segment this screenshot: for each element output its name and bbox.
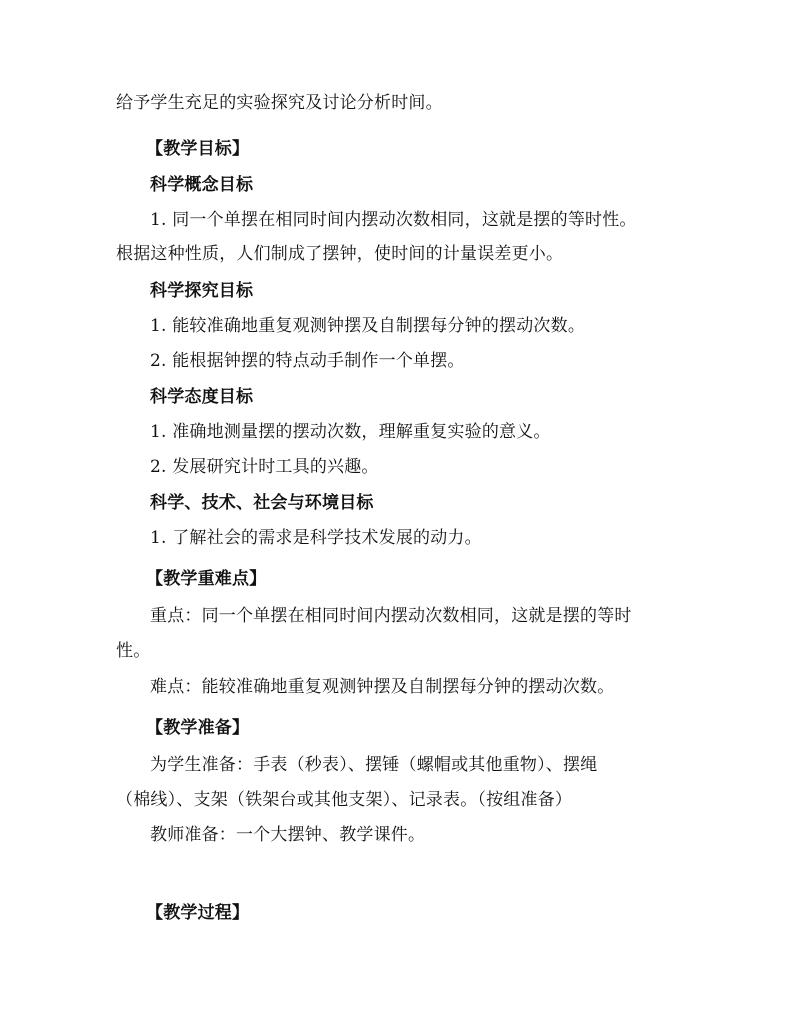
subheading-concept-goals: 科学概念目标 — [150, 175, 254, 195]
subheading-sts-goals: 科学、技术、社会与环境目标 — [150, 493, 374, 513]
paragraph-line: 性。 — [116, 641, 151, 661]
paragraph-line: 1. 能较准确地重复观测钟摆及自制摆每分钟的摆动次数。 — [150, 316, 586, 336]
paragraph-line: 重点：同一个单摆在相同时间内摆动次数相同，这就是摆的等时 — [150, 606, 632, 626]
subheading-attitude-goals: 科学态度目标 — [150, 387, 254, 407]
paragraph-line: 1. 同一个单摆在相同时间内摆动次数相同，这就是摆的等时性。 — [150, 210, 637, 230]
paragraph-line: 1. 了解社会的需求是科学技术发展的动力。 — [150, 528, 482, 548]
section-heading-key-points: 【教学重难点】 — [146, 569, 267, 589]
subheading-inquiry-goals: 科学探究目标 — [150, 281, 254, 301]
section-heading-preparation: 【教学准备】 — [146, 718, 250, 738]
paragraph-line: 难点：能较准确地重复观测钟摆及自制摆每分钟的摆动次数。 — [150, 677, 615, 697]
paragraph-line: （棉线）、支架（铁架台或其他支架）、记录表。（按组准备） — [116, 790, 573, 810]
paragraph-line: 1. 准确地测量摆的摆动次数，理解重复实验的意义。 — [150, 422, 551, 442]
paragraph-line: 2. 发展研究计时工具的兴趣。 — [150, 457, 379, 477]
section-heading-objectives: 【教学目标】 — [146, 139, 250, 159]
paragraph-line: 根据这种性质，人们制成了摆钟，使时间的计量误差更小。 — [116, 244, 564, 264]
paragraph-line: 给予学生充足的实验探究及讨论分析时间。 — [116, 93, 443, 113]
paragraph-line: 2. 能根据钟摆的特点动手制作一个单摆。 — [150, 351, 465, 371]
paragraph-line: 教师准备：一个大摆钟、教学课件。 — [150, 825, 426, 845]
paragraph-line: 为学生准备：手表（秒表）、摆锤（螺帽或其他重物）、摆绳 — [150, 755, 598, 775]
section-heading-process: 【教学过程】 — [146, 903, 250, 923]
